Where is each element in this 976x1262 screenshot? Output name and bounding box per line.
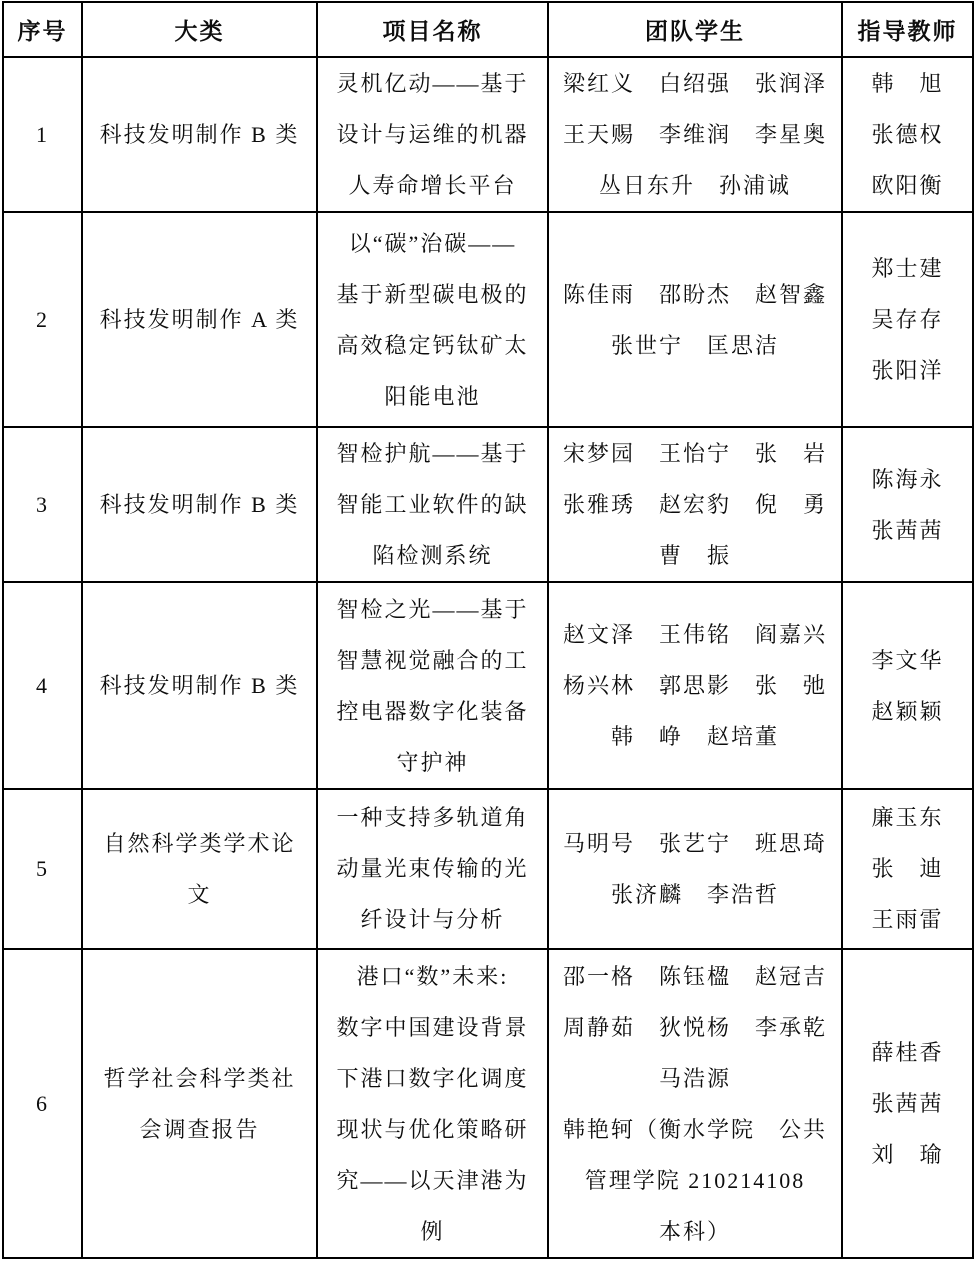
cell-text-line: 薛桂香 [871, 1040, 944, 1066]
cell-text-line: 人寿命增长平台 [348, 173, 517, 199]
cell-text-line: 控电器数字化装备 [336, 698, 529, 724]
cell-text-line: 陷检测系统 [372, 543, 493, 569]
cell-text-line: 科技发明制作 B 类 [99, 673, 300, 699]
header-index: 序号 [3, 2, 82, 57]
cell-text-line: 纤设计与分析 [360, 907, 505, 933]
cell-text-line: 杨兴林 郭思影 张 弛 [562, 673, 827, 699]
table-row [3, 427, 973, 582]
table-row [3, 212, 973, 427]
cell-text-line: 本科） [658, 1218, 731, 1244]
cell-team-students [548, 789, 842, 949]
table-row [3, 949, 973, 1258]
cell-team-students [548, 212, 842, 427]
cell-text-line: 梁红义 白绍强 张润泽 [562, 71, 827, 97]
cell-advisors [842, 427, 973, 582]
cell-text-line: 智检护航——基于 [336, 441, 529, 467]
cell-category [82, 789, 317, 949]
cell-index [3, 949, 82, 1258]
cell-category [82, 212, 317, 427]
cell-text-line: 智慧视觉融合的工 [336, 647, 529, 673]
cell-text-line: 马浩源 [658, 1065, 731, 1091]
cell-text-line: 周静茹 狄悦杨 李承乾 [562, 1014, 827, 1040]
cell-team-students [548, 949, 842, 1258]
cell-text-line: 以“碳”治碳—— [348, 230, 517, 256]
header-project-name: 项目名称 [317, 2, 548, 57]
cell-text-line: 王天赐 李维润 李星奥 [562, 122, 827, 148]
cell-index [3, 582, 82, 789]
cell-text-line: 基于新型碳电极的 [336, 281, 529, 307]
cell-index [3, 57, 82, 212]
cell-category [82, 582, 317, 789]
cell-project-name [317, 789, 548, 949]
table-header-row [3, 2, 973, 57]
cell-project-name [317, 949, 548, 1258]
cell-text-line: 宋梦园 王怡宁 张 岩 [562, 441, 827, 467]
table-row [3, 582, 973, 789]
row-index: 1 [36, 122, 49, 148]
row-index: 2 [36, 307, 49, 333]
cell-text-line: 廉玉东 [871, 805, 944, 831]
cell-text-line: 究——以天津港为 [336, 1167, 529, 1193]
cell-text-line: 韩艳轲（衡水学院 公共 [562, 1116, 827, 1142]
cell-category [82, 427, 317, 582]
cell-project-name [317, 212, 548, 427]
cell-text-line: 灵机亿动——基于 [336, 71, 529, 97]
cell-index [3, 427, 82, 582]
cell-text-line: 智能工业软件的缺 [336, 492, 529, 518]
row-index: 3 [36, 492, 49, 518]
cell-text-line: 例 [420, 1218, 445, 1244]
row-index: 4 [36, 673, 49, 699]
cell-team-students [548, 57, 842, 212]
cell-category [82, 949, 317, 1258]
cell-text-line: 张雅琇 赵宏豹 倪 勇 [562, 492, 827, 518]
cell-text-line: 科技发明制作 B 类 [99, 492, 300, 518]
cell-text-line: 李文华 [871, 647, 944, 673]
cell-text-line: 动量光束传输的光 [336, 856, 529, 882]
cell-text-line: 现状与优化策略研 [336, 1116, 529, 1142]
cell-text-line: 张德权 [871, 122, 944, 148]
cell-index [3, 212, 82, 427]
cell-text-line: 数字中国建设背景 [336, 1014, 529, 1040]
cell-text-line: 自然科学类学术论 [103, 830, 296, 856]
project-award-table [2, 1, 974, 1259]
cell-text-line: 张阳洋 [871, 358, 944, 384]
cell-text-line: 科技发明制作 A 类 [99, 307, 300, 333]
cell-text-line: 一种支持多轨道角 [336, 805, 529, 831]
cell-text-line: 张茜茜 [871, 517, 944, 543]
cell-text-line: 韩 旭 [871, 71, 944, 97]
cell-advisors [842, 212, 973, 427]
cell-text-line: 王雨雷 [871, 907, 944, 933]
cell-text-line: 张济麟 李浩哲 [610, 881, 779, 907]
cell-text-line: 守护神 [396, 749, 469, 775]
table-row [3, 789, 973, 949]
cell-advisors [842, 57, 973, 212]
cell-project-name [317, 57, 548, 212]
cell-text-line: 邵一格 陈钰楹 赵冠吉 [562, 963, 827, 989]
cell-text-line: 管理学院 210214108 [584, 1167, 806, 1193]
cell-text-line: 张世宁 匡思洁 [610, 332, 779, 358]
row-index: 6 [36, 1091, 49, 1117]
cell-text-line: 韩 峥 赵培董 [610, 724, 779, 750]
cell-text-line: 阳能电池 [384, 383, 481, 409]
cell-text-line: 丛日东升 孙浦诚 [598, 173, 791, 199]
cell-advisors [842, 582, 973, 789]
row-index: 5 [36, 856, 49, 882]
cell-text-line: 赵颖颖 [871, 698, 944, 724]
cell-text-line: 文 [187, 881, 212, 907]
cell-text-line: 设计与运维的机器 [336, 122, 529, 148]
table-row [3, 57, 973, 212]
header-category: 大类 [82, 2, 317, 57]
cell-text-line: 赵文泽 王伟铭 阎嘉兴 [562, 622, 827, 648]
cell-text-line: 智检之光——基于 [336, 596, 529, 622]
cell-text-line: 下港口数字化调度 [336, 1065, 529, 1091]
cell-text-line: 陈佳雨 邵盼杰 赵智鑫 [562, 281, 827, 307]
cell-text-line: 吴存存 [871, 307, 944, 333]
cell-text-line: 陈海永 [871, 466, 944, 492]
cell-team-students [548, 427, 842, 582]
cell-text-line: 张茜茜 [871, 1091, 944, 1117]
cell-text-line: 会调查报告 [139, 1116, 260, 1142]
cell-text-line: 郑士建 [871, 256, 944, 282]
cell-text-line: 马明号 张艺宁 班思琦 [562, 830, 827, 856]
cell-text-line: 刘 瑜 [871, 1142, 944, 1168]
cell-project-name [317, 582, 548, 789]
cell-text-line: 欧阳衡 [871, 173, 944, 199]
cell-advisors [842, 789, 973, 949]
cell-text-line: 张 迪 [871, 856, 944, 882]
cell-text-line: 科技发明制作 B 类 [99, 122, 300, 148]
cell-team-students [548, 582, 842, 789]
cell-text-line: 哲学社会科学类社 [103, 1065, 296, 1091]
cell-text-line: 高效稳定钙钛矿太 [336, 332, 529, 358]
cell-text-line: 港口“数”未来: [356, 963, 509, 989]
cell-advisors [842, 949, 973, 1258]
cell-text-line: 曹 振 [658, 543, 731, 569]
cell-category [82, 57, 317, 212]
cell-index [3, 789, 82, 949]
header-advisors: 指导教师 [842, 2, 973, 57]
header-team-students: 团队学生 [548, 2, 842, 57]
cell-project-name [317, 427, 548, 582]
